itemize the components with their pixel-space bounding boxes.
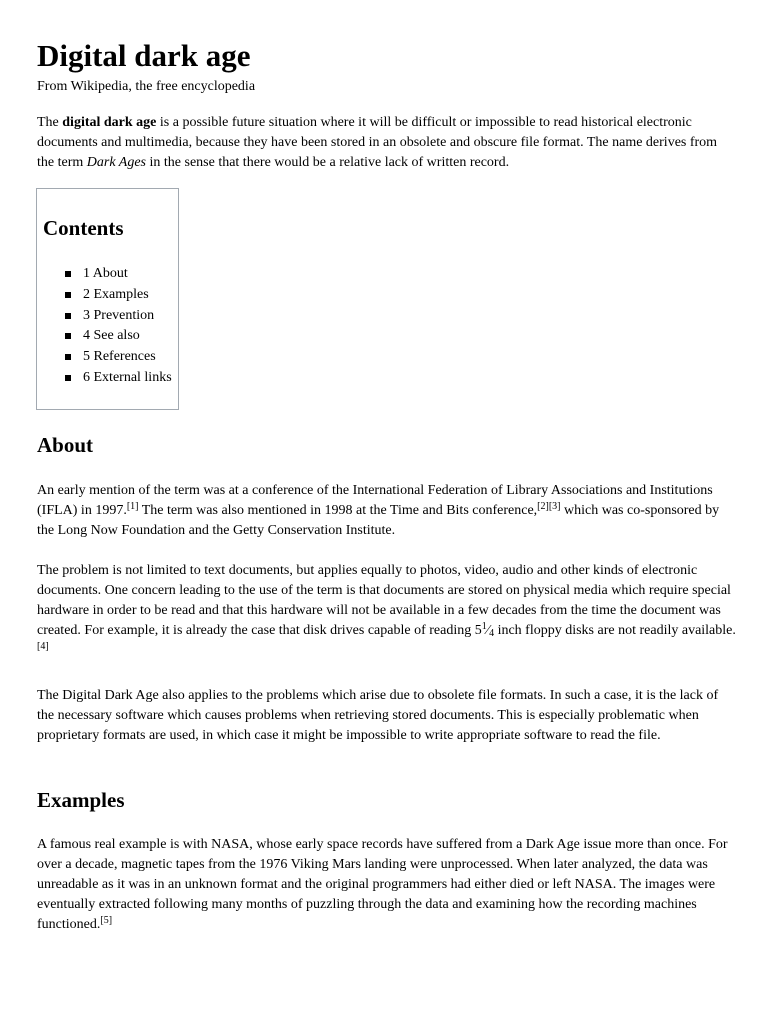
intro-text-1: The: [37, 115, 63, 130]
intro-text-3: in the sense that there would be a relative lack of written record.: [146, 155, 510, 170]
toc-title: Contents: [43, 216, 124, 240]
bullet-icon: [65, 292, 71, 298]
about-p2-text-1: The problem is not limited to text documents, but applies equally to photos, video, audio and other kinds of electronic documents. One concern leading to the use of the term is that documents are stored on physical media which require special hardware in order to be read and that this hardware will not be available in a few decades from the time the document was created. For example, it is already the case that disk drives capable of reading: [37, 563, 731, 638]
fraction-denominator: 4: [489, 628, 495, 639]
citation-2[interactable]: [2]: [537, 501, 549, 512]
toc-item-external-links[interactable]: [65, 368, 172, 389]
citation-4[interactable]: [4]: [37, 641, 49, 652]
toc-item-references[interactable]: [65, 347, 172, 368]
fraction-whole: 5: [474, 623, 482, 638]
citation-3[interactable]: [3]: [548, 501, 561, 512]
examples-p1-text: A famous real example is with NASA, whose early space records have suffered from a Dark Age issue more than once. For over a decade, magnetic tapes from the 1976 Viking Mars landing were unprocessed. When later analyzed, the data was unreadable as it was in an unknown format and the original programmers had either died or left NASA. The images were eventually extracted following many months of puzzling through the data and examining how the recording machines functioned.: [37, 837, 728, 932]
bullet-icon: [65, 271, 71, 277]
toc-item-label: 1 About: [83, 266, 128, 281]
bullet-icon: [65, 375, 71, 381]
citation-1[interactable]: [1]: [126, 501, 139, 512]
about-p1-text-2: The term was also mentioned in 1998 at the Time and Bits conference,: [138, 503, 538, 518]
about-paragraph-3: The Digital Dark Age also applies to the problems which arise due to obsolete file formats. In such a case, it is the lack of the necessary software which causes problems when retrieving stored documents. This is especially problematic when proprietary formats are used, in which case it might be impossible to write appropriate software to read the file.: [37, 688, 719, 743]
intro-paragraph: [37, 113, 737, 173]
examples-paragraph-1: [37, 835, 737, 935]
toc-item-label: 2 Examples: [83, 286, 149, 302]
site-tagline: From Wikipedia, the free encyclopedia: [37, 79, 256, 94]
section-heading-examples: Examples: [37, 788, 125, 812]
toc-list: [65, 264, 172, 389]
about-paragraph-1: [37, 481, 737, 541]
bullet-icon: [65, 333, 71, 339]
intro-italic-term: Dark Ages: [86, 155, 146, 170]
toc-item-label: 6 External links: [83, 369, 172, 385]
toc-item-examples[interactable]: [65, 285, 172, 306]
toc-item-prevention[interactable]: [65, 306, 172, 327]
bullet-icon: [65, 354, 71, 360]
fraction-slash: ⁄: [486, 623, 490, 638]
about-p2-text-2: inch floppy disks are not readily available.: [494, 623, 736, 638]
bullet-icon: [65, 313, 71, 319]
table-of-contents: [36, 188, 179, 410]
toc-item-see-also[interactable]: [65, 326, 172, 347]
fraction-numerator: 1: [481, 621, 487, 632]
intro-text-2: is a possible future situation where it will be difficult or impossible to read historical electronic documents and multimedia, because they have been stored in an obsolete and obscure file format. The name derives from the term: [37, 115, 718, 170]
toc-item-label: 3 Prevention: [83, 307, 155, 323]
about-paragraph-2: [37, 561, 737, 661]
fraction-five-quarter: [475, 623, 494, 638]
about-p1-text-3: which was co-sponsored by the Long Now Foundation and the Getty Conservation Institute.: [37, 503, 720, 538]
toc-item-label: 5 References: [83, 349, 156, 365]
section-heading-about: About: [37, 433, 94, 457]
page-title: Digital dark age: [37, 38, 251, 73]
intro-bold-term: digital dark age: [62, 115, 157, 130]
citation-5[interactable]: [5]: [100, 915, 113, 926]
about-p1-text-1: An early mention of the term was at a conference of the International Federation of Library Associations and Institutions (IFLA) in 1997.: [37, 483, 713, 518]
toc-item-about[interactable]: [65, 264, 172, 285]
toc-item-label: 4 See also: [83, 328, 140, 344]
